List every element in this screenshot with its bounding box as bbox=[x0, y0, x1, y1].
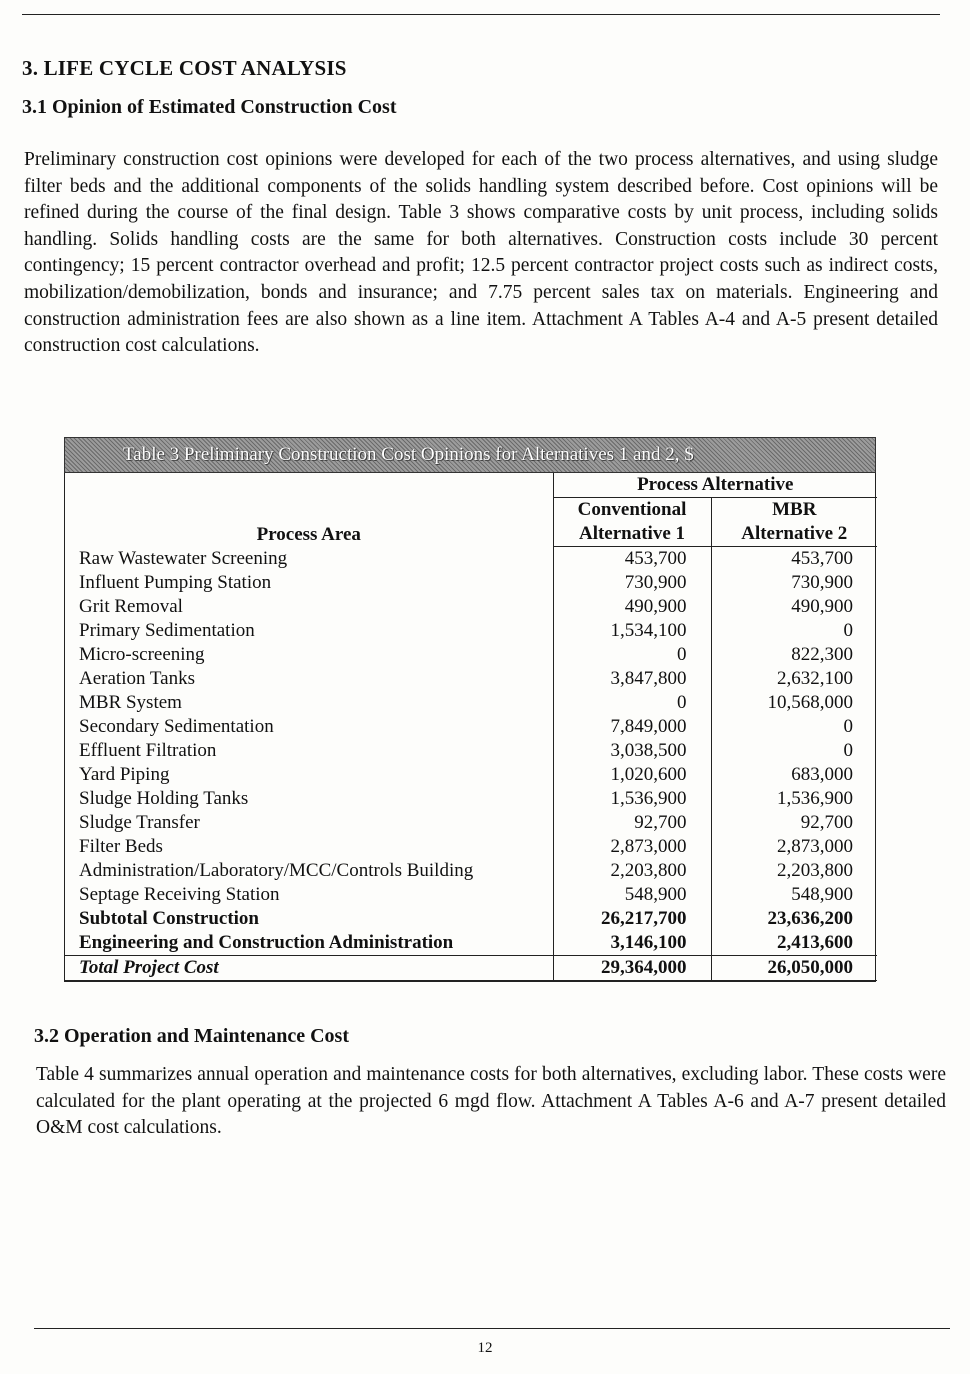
row-area: Sludge Transfer bbox=[79, 812, 200, 833]
page-number: 12 bbox=[477, 1340, 493, 1356]
row-alt2-cost: 453,700 bbox=[711, 547, 877, 572]
table-header-row-group bbox=[65, 473, 877, 498]
table-row bbox=[65, 883, 877, 907]
row-alt2-cost: 2,632,100 bbox=[711, 667, 877, 691]
row-alt1-cost: 2,203,800 bbox=[553, 859, 711, 883]
section-heading: 3. LIFE CYCLE COST ANALYSIS bbox=[22, 56, 347, 80]
table-body bbox=[65, 547, 877, 981]
row-alt2-cost: 490,900 bbox=[711, 595, 877, 619]
row-alt2-cost: 92,700 bbox=[711, 811, 877, 835]
row-area: Primary Sedimentation bbox=[79, 620, 255, 641]
top-rule bbox=[22, 14, 940, 15]
total-alt2: 26,050,000 bbox=[711, 956, 877, 981]
engineering-label: Engineering and Construction Administration bbox=[79, 932, 454, 953]
engineering-alt2: 2,413,600 bbox=[711, 931, 877, 956]
row-area: Sludge Holding Tanks bbox=[79, 788, 249, 809]
row-alt1-cost: 1,536,900 bbox=[553, 787, 711, 811]
subtotal-row bbox=[65, 907, 877, 931]
row-area: Effluent Filtration bbox=[79, 740, 217, 761]
row-alt1-cost: 730,900 bbox=[553, 571, 711, 595]
row-alt1-cost: 1,020,600 bbox=[553, 763, 711, 787]
cost-table-grid bbox=[65, 473, 877, 981]
table-row bbox=[65, 835, 877, 859]
row-alt2-cost: 2,873,000 bbox=[711, 835, 877, 859]
construction-cost-table bbox=[64, 437, 876, 982]
row-alt2-cost: 1,536,900 bbox=[711, 787, 877, 811]
row-area: Micro-screening bbox=[79, 644, 205, 665]
subsection-heading-construction-cost: 3.1 Opinion of Estimated Construction Cost bbox=[22, 96, 397, 118]
row-area: MBR System bbox=[79, 692, 182, 713]
engineering-row bbox=[65, 931, 877, 956]
row-area: Filter Beds bbox=[79, 836, 163, 857]
row-alt1-cost: 0 bbox=[553, 691, 711, 715]
row-area: Influent Pumping Station bbox=[79, 572, 272, 593]
row-alt2-cost: 2,203,800 bbox=[711, 859, 877, 883]
header-process-area: Process Area bbox=[256, 523, 361, 545]
table-row bbox=[65, 739, 877, 763]
header-alt2-name: MBR bbox=[711, 498, 877, 523]
row-area: Raw Wastewater Screening bbox=[79, 547, 288, 569]
table-row bbox=[65, 547, 877, 572]
row-area: Administration/Laboratory/MCC/Controls Building bbox=[79, 860, 474, 881]
engineering-alt1: 3,146,100 bbox=[553, 931, 711, 956]
row-alt1-cost: 1,534,100 bbox=[553, 619, 711, 643]
table-row bbox=[65, 667, 877, 691]
row-alt1-cost: 3,038,500 bbox=[553, 739, 711, 763]
table-row bbox=[65, 691, 877, 715]
table-title: Table 3 Preliminary Construction Cost Opinions for Alternatives 1 and 2, $ bbox=[64, 437, 876, 473]
row-area: Secondary Sedimentation bbox=[79, 716, 274, 737]
table-row bbox=[65, 763, 877, 787]
table-row bbox=[65, 787, 877, 811]
table-row bbox=[65, 811, 877, 835]
row-area: Aeration Tanks bbox=[79, 668, 195, 689]
row-alt1-cost: 453,700 bbox=[553, 547, 711, 572]
row-alt1-cost: 490,900 bbox=[553, 595, 711, 619]
table-row bbox=[65, 859, 877, 883]
row-alt1-cost: 7,849,000 bbox=[553, 715, 711, 739]
row-area: Grit Removal bbox=[79, 596, 183, 617]
row-alt2-cost: 0 bbox=[711, 739, 877, 763]
row-alt2-cost: 548,900 bbox=[711, 883, 877, 907]
row-alt2-cost: 0 bbox=[711, 619, 877, 643]
header-alt1-name: Conventional bbox=[553, 498, 711, 523]
construction-cost-paragraph: Preliminary construction cost opinions were developed for each of the two process alternatives, and using sludge filter beds and the additional components of the solids handling system described before. Cost opinions will be refined during the course of the final design. Table 3 shows comparative costs by unit process, including solids handling. Solids handling costs are the same for both alternatives. Construction costs include 30 percent contingency; 15 percent contractor overhead and profit; 12.5 percent contractor project costs such as indirect costs, mobilization/demobilization, bonds and insurance; and 7.75 percent sales tax on materials. Engineering and construction administration fees are also shown as a line item. Attachment A Tables A-4 and A-5 present detailed construction cost calculations. bbox=[24, 149, 938, 357]
row-area: Septage Receiving Station bbox=[79, 884, 280, 905]
row-alt2-cost: 683,000 bbox=[711, 763, 877, 787]
header-process-alternative: Process Alternative bbox=[553, 473, 877, 498]
subtotal-alt2: 23,636,200 bbox=[711, 907, 877, 931]
table-row bbox=[65, 619, 877, 643]
total-row bbox=[65, 956, 877, 981]
total-label: Total Project Cost bbox=[65, 956, 553, 981]
table-row bbox=[65, 595, 877, 619]
row-alt2-cost: 730,900 bbox=[711, 571, 877, 595]
subtotal-alt1: 26,217,700 bbox=[553, 907, 711, 931]
row-alt1-cost: 2,873,000 bbox=[553, 835, 711, 859]
table-row bbox=[65, 715, 877, 739]
bottom-rule bbox=[34, 1328, 950, 1329]
row-alt1-cost: 92,700 bbox=[553, 811, 711, 835]
row-alt1-cost: 3,847,800 bbox=[553, 667, 711, 691]
row-alt1-cost: 548,900 bbox=[553, 883, 711, 907]
row-alt2-cost: 822,300 bbox=[711, 643, 877, 667]
total-alt1: 29,364,000 bbox=[553, 956, 711, 981]
om-cost-paragraph: Table 4 summarizes annual operation and maintenance costs for both alternatives, excluding labor. These costs were calculated for the plant operating at the projected 6 mgd flow. Attachment A Tables A-6 and A-7 present detailed O&M cost calculations. bbox=[36, 1064, 946, 1139]
subsection-heading-om-cost: 3.2 Operation and Maintenance Cost bbox=[34, 1025, 349, 1047]
table-frame bbox=[64, 473, 876, 982]
row-alt2-cost: 10,568,000 bbox=[711, 691, 877, 715]
table-row bbox=[65, 643, 877, 667]
header-alt2-label: Alternative 2 bbox=[711, 522, 877, 547]
row-alt1-cost: 0 bbox=[553, 643, 711, 667]
header-alt1-label: Alternative 1 bbox=[553, 522, 711, 547]
row-alt2-cost: 0 bbox=[711, 715, 877, 739]
subtotal-label: Subtotal Construction bbox=[79, 908, 259, 929]
row-area: Yard Piping bbox=[79, 764, 170, 785]
table-row bbox=[65, 571, 877, 595]
